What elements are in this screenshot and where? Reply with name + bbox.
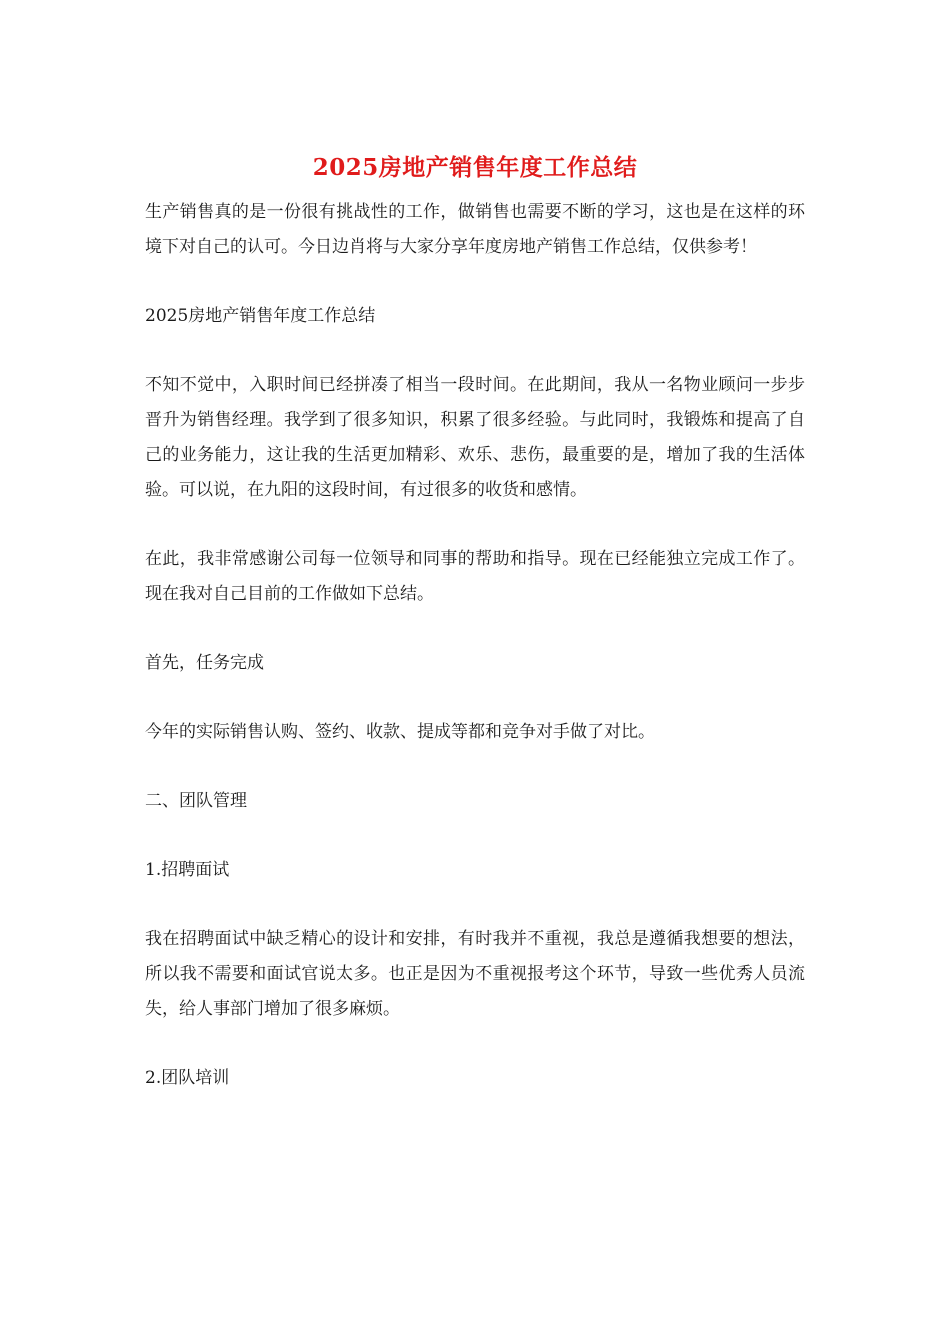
section-heading: 二、团队管理 bbox=[145, 791, 247, 811]
subsection-heading: 2.团队培训 bbox=[145, 1068, 230, 1088]
body-paragraph: 在此，我非常感谢公司每一位领导和同事的帮助和指导。现在已经能独立完成工作了。现在我对自己目前的工作做如下总结。 bbox=[145, 549, 805, 604]
body-paragraph: 今年的实际销售认购、签约、收款、提成等都和竞争对手做了对比。 bbox=[145, 722, 655, 742]
document-title: 2025房地产销售年度工作总结 bbox=[312, 154, 638, 181]
body-paragraph: 不知不觉中，入职时间已经拼凑了相当一段时间。在此期间，我从一名物业顾问一步步晋升为销售经理。我学到了很多知识，积累了很多经验。与此同时，我锻炼和提高了自己的业务能力，这让我的生活更加精彩、欢乐、悲伤，最重要的是，增加了我的生活体验。可以说，在九阳的这段时间，有过很多的收货和感情。 bbox=[145, 375, 805, 500]
intro-paragraph: 生产销售真的是一份很有挑战性的工作，做销售也需要不断的学习，这也是在这样的环境下对自己的认可。今日边肖将与大家分享年度房地产销售工作总结，仅供参考！ bbox=[145, 202, 805, 257]
section-heading: 首先，任务完成 bbox=[145, 653, 264, 673]
subsection-heading: 1.招聘面试 bbox=[145, 860, 230, 880]
body-paragraph: 我在招聘面试中缺乏精心的设计和安排，有时我并不重视，我总是遵循我想要的想法，所以我不需要和面试官说太多。也正是因为不重视报考这个环节，导致一些优秀人员流失，给人事部门增加了很多麻烦。 bbox=[145, 929, 805, 1019]
document-body bbox=[145, 195, 805, 1130]
section-heading: 2025房地产销售年度工作总结 bbox=[145, 306, 376, 326]
